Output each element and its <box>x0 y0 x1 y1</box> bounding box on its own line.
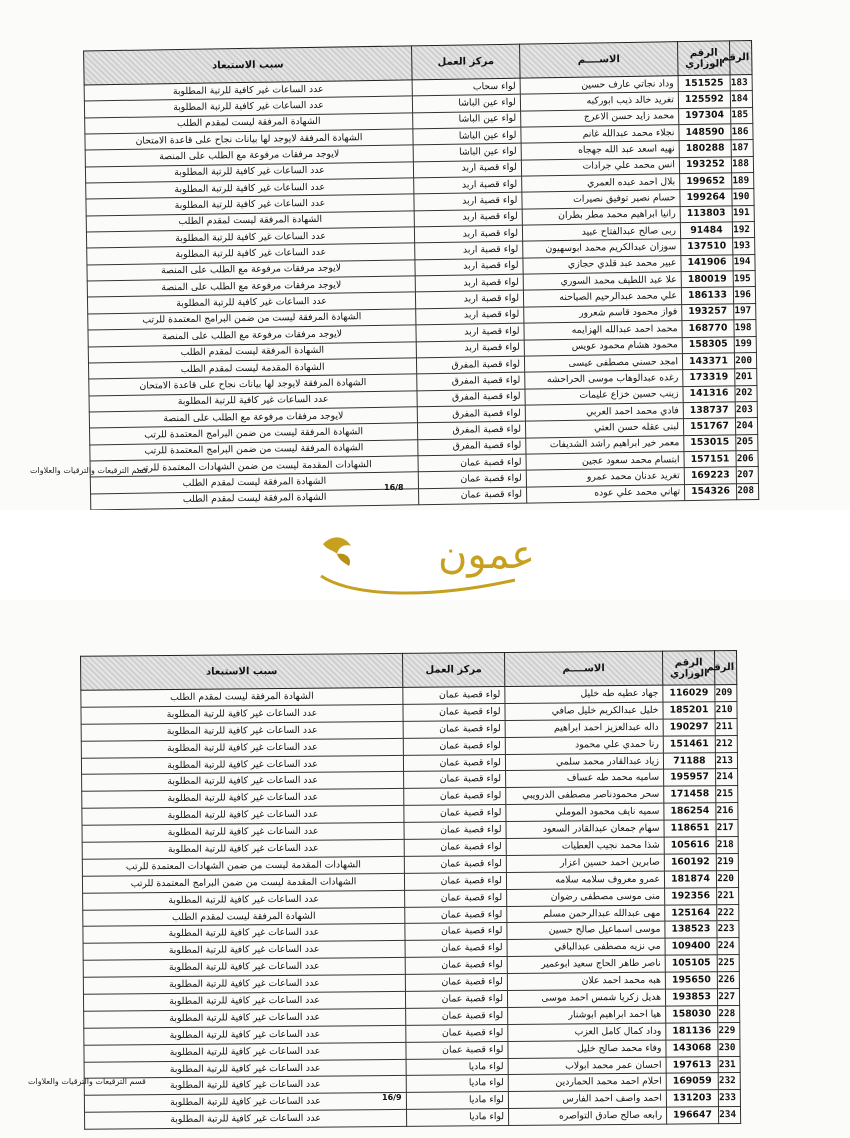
row-ministry-number: 169059 <box>666 1073 718 1090</box>
row-name: صابرين احمد حسين اعزار <box>506 854 664 872</box>
row-name: موسى اسماعيل صالح حسين <box>507 922 665 940</box>
row-ministry-number: 151461 <box>663 735 715 752</box>
row-seq-number: 229 <box>718 1022 740 1039</box>
row-name: نهيه اسعد عبد الله جهجاه <box>521 141 679 160</box>
row-ministry-number: 169223 <box>684 467 736 484</box>
table-body <box>81 685 741 1130</box>
row-name: عبير محمد عبد قلدي حجازي <box>523 255 681 274</box>
row-exclusion-reason: عدد الساعات غير كافية للرتبة المطلوبة <box>81 755 403 775</box>
row-ministry-number: 192356 <box>665 887 717 904</box>
row-exclusion-reason: عدد الساعات غير كافية للرتبة المطلوبة <box>86 178 414 199</box>
row-ministry-number: 196647 <box>666 1107 718 1124</box>
row-seq-number: 202 <box>735 385 757 402</box>
row-ministry-number: 158030 <box>666 1006 718 1023</box>
row-seq-number: 199 <box>734 336 756 353</box>
document-page-16-9 <box>0 600 850 1138</box>
row-name: علا عبد اللطيف محمد السوري <box>523 272 681 291</box>
header-name: الاســــم <box>520 42 679 78</box>
header-work-center: مركز العمل <box>412 44 521 80</box>
row-ministry-number: 197613 <box>666 1056 718 1073</box>
row-work-center: لواء قصبة اربد <box>414 225 522 243</box>
row-name: حسام نصير توفيق نصيرات <box>522 190 680 209</box>
row-name: ساميه محمد طه عساف <box>506 770 664 788</box>
row-ministry-number: 143371 <box>682 353 734 370</box>
row-ministry-number: 116029 <box>663 685 715 702</box>
footer-department: قسم الترقيعات والترقيات والعلاوات <box>30 466 148 475</box>
row-seq-number: 227 <box>717 989 739 1006</box>
row-exclusion-reason: الشهادة المرفقة ليست من ضمن البرامج المعتمدة للرتب <box>88 309 416 330</box>
row-exclusion-reason: الشهادة المرفقة ليست من ضمن البرامج المعتمدة للرتب <box>90 439 418 460</box>
row-exclusion-reason: عدد الساعات غير كافية للرتبة المطلوبة <box>81 738 403 758</box>
row-ministry-number: 181136 <box>666 1022 718 1039</box>
row-exclusion-reason: عدد الساعات غير كافية للرتبة المطلوبة <box>87 243 415 264</box>
row-exclusion-reason: الشهادات المقدمة ليست من ضمن الشهادات المعتمدة للرتب <box>90 456 418 477</box>
table-body <box>84 75 759 510</box>
row-name: امجد حسني مصطفى عيسى <box>524 353 682 372</box>
row-name: انس محمد علي جرادات <box>521 157 679 176</box>
row-exclusion-reason: لايوجد مرفقات مرفوعة مع الطلب على المنصة <box>87 260 415 281</box>
row-work-center: لواء قصبة المفرق <box>417 421 525 439</box>
row-ministry-number: 190297 <box>663 718 715 735</box>
row-name: وفاء محمد صالح خليل <box>508 1040 666 1058</box>
row-ministry-number: 173319 <box>683 369 735 386</box>
row-seq-number: 207 <box>736 467 758 484</box>
row-name: ربى صالح عبدالفتاح عبيد <box>522 223 680 242</box>
row-work-center: لواء قصبة اربد <box>415 274 523 292</box>
row-ministry-number: 158305 <box>682 336 734 353</box>
row-exclusion-reason: الشهادة المرفقة ليست لمقدم الطلب <box>88 341 416 362</box>
header-name: الاســــم <box>505 651 663 686</box>
row-ministry-number: 195957 <box>664 769 716 786</box>
row-work-center: لواء قصبة اربد <box>415 258 523 276</box>
row-name: محمود هشام محمود عويس <box>524 337 682 356</box>
row-ministry-number: 185201 <box>663 702 715 719</box>
row-exclusion-reason: عدد الساعات غير كافية للرتبة المطلوبة <box>86 194 414 215</box>
row-work-center: لواء قصبة عمان <box>403 687 505 705</box>
row-ministry-number: 143068 <box>666 1039 718 1056</box>
row-seq-number: 216 <box>716 803 738 820</box>
row-work-center: لواء ماديا <box>406 1109 508 1127</box>
row-name: وداد نجاتي عارف حسين <box>520 76 678 95</box>
row-seq-number: 195 <box>733 271 755 288</box>
row-work-center: لواء قصبة المفرق <box>418 438 526 456</box>
row-ministry-number: 195650 <box>665 972 717 989</box>
row-work-center: لواء ماديا <box>406 1075 508 1093</box>
row-work-center: لواء قصبة عمان <box>418 470 526 488</box>
row-exclusion-reason: عدد الساعات غير كافية للرتبة المطلوبة <box>83 958 405 978</box>
row-exclusion-reason: عدد الساعات غير كافية للرتبة المطلوبة <box>85 162 413 183</box>
row-name: سهام جمعان عبدالقادر السعود <box>506 820 664 838</box>
row-work-center: لواء قصبة عمان <box>405 974 507 992</box>
header-work-center: مركز العمل <box>403 653 505 688</box>
row-seq-number: 189 <box>732 173 754 190</box>
row-seq-number: 200 <box>734 352 756 369</box>
row-ministry-number: 153015 <box>684 434 736 451</box>
row-name: معمر خير ابراهيم راشد الشديفات <box>526 435 684 454</box>
row-exclusion-reason: عدد الساعات غير كافية للرتبة المطلوبة <box>84 80 412 101</box>
row-name: فواز محمود قاسم شعرور <box>524 304 682 323</box>
page-number: 16/8 <box>384 483 404 492</box>
row-work-center: لواء قصبة عمان <box>405 889 507 907</box>
row-ministry-number: 131203 <box>666 1090 718 1107</box>
row-ministry-number: 141906 <box>681 255 733 272</box>
excluded-teachers-table-page-2 <box>80 650 741 1130</box>
row-work-center: لواء قصبة عمان <box>405 906 507 924</box>
row-name: مهى عبدالله عبدالرحمن مسلم <box>507 905 665 923</box>
row-name: محمد احمد عبدالله الهزايمه <box>524 321 682 340</box>
row-work-center: لواء قصبة عمان <box>404 839 506 857</box>
row-work-center: لواء قصبة اربد <box>414 193 522 211</box>
row-seq-number: 198 <box>734 320 756 337</box>
row-work-center: لواء قصبة عمان <box>406 1041 508 1059</box>
row-ministry-number: 186254 <box>664 803 716 820</box>
row-work-center: لواء قصبة عمان <box>404 822 506 840</box>
row-exclusion-reason: عدد الساعات غير كافية للرتبة المطلوبة <box>84 1093 406 1113</box>
row-seq-number: 214 <box>716 769 738 786</box>
row-exclusion-reason: عدد الساعات غير كافية للرتبة المطلوبة <box>84 1042 406 1062</box>
row-exclusion-reason: لايوجد مرفقات مرفوعة مع الطلب على المنصة <box>88 325 416 346</box>
row-ministry-number: 105105 <box>665 955 717 972</box>
row-work-center: لواء قصبة المفرق <box>417 405 525 423</box>
row-ministry-number: 91484 <box>680 222 732 239</box>
row-exclusion-reason: عدد الساعات غير كافية للرتبة المطلوبة <box>84 1008 406 1028</box>
table-header-row <box>81 651 737 691</box>
row-ministry-number: 171458 <box>664 786 716 803</box>
header-exclusion-reason: سبب الاستبعاد <box>84 46 412 85</box>
watermark-word: عمون <box>437 532 535 578</box>
row-seq-number: 224 <box>717 938 739 955</box>
row-exclusion-reason: عدد الساعات غير كافية للرتبة المطلوبة <box>89 390 417 411</box>
row-exclusion-reason: عدد الساعات غير كافية للرتبة المطلوبة <box>84 1025 406 1045</box>
document-page-16-8 <box>0 0 850 510</box>
row-work-center: لواء قصبة عمان <box>404 855 506 873</box>
row-work-center: لواء قصبة عمان <box>405 991 507 1009</box>
row-ministry-number: 180288 <box>679 140 731 157</box>
row-work-center: لواء قصبة عمان <box>418 454 526 472</box>
row-seq-number: 197 <box>734 303 756 320</box>
row-exclusion-reason: الشهادة المرفقة ليست لمقدم الطلب <box>86 211 414 232</box>
row-ministry-number: 151525 <box>678 75 730 92</box>
row-exclusion-reason: عدد الساعات غير كافية للرتبة المطلوبة <box>83 924 405 944</box>
row-name: رانيا ابراهيم محمد مطر بطران <box>522 206 680 225</box>
footer-department: قسم الترقيعات والترقيات والعلاوات <box>28 1077 146 1086</box>
row-exclusion-reason: الشهادات المقدمة ليست من ضمن البرامج المعتمدة للرتب <box>82 873 404 893</box>
row-seq-number: 225 <box>717 955 739 972</box>
row-exclusion-reason: الشهادات المقدمة ليست من ضمن الشهادات المعتمدة للرتب <box>82 856 404 876</box>
row-name: احمد واصف احمد الفارس <box>508 1091 666 1109</box>
row-ministry-number: 113803 <box>680 206 732 223</box>
header-exclusion-reason: سبب الاستبعاد <box>81 653 403 690</box>
row-seq-number: 191 <box>732 205 754 222</box>
row-seq-number: 208 <box>736 483 758 500</box>
row-name: نجلاء محمد عبدالله غانم <box>521 125 679 144</box>
row-ministry-number: 199652 <box>680 173 732 190</box>
row-seq-number: 233 <box>718 1090 740 1107</box>
row-ministry-number: 138523 <box>665 921 717 938</box>
row-exclusion-reason: الشهادة المرفقة ليست لمقدم الطلب <box>81 687 403 707</box>
row-ministry-number: 186133 <box>681 287 733 304</box>
row-work-center: لواء قصبة عمان <box>403 703 505 721</box>
row-work-center: لواء عين الباشا <box>413 127 521 145</box>
row-exclusion-reason: عدد الساعات غير كافية للرتبة المطلوبة <box>86 227 414 248</box>
row-work-center: لواء قصبة عمان <box>403 737 505 755</box>
row-seq-number: 215 <box>716 786 738 803</box>
row-seq-number: 206 <box>736 450 758 467</box>
row-work-center: لواء قصبة عمان <box>405 957 507 975</box>
row-seq-number: 190 <box>732 189 754 206</box>
row-name: ناصر طاهر الحاج سعيد ابوعمير <box>507 955 665 973</box>
row-seq-number: 203 <box>735 401 757 418</box>
row-seq-number: 219 <box>716 853 738 870</box>
row-work-center: لواء قصبة عمان <box>404 872 506 890</box>
row-ministry-number: 168770 <box>682 320 734 337</box>
row-work-center: لواء قصبة عمان <box>406 1024 508 1042</box>
row-name: لبنى عقله حسن العتي <box>525 419 683 438</box>
row-exclusion-reason: عدد الساعات غير كافية للرتبة المطلوبة <box>82 806 404 826</box>
row-exclusion-reason: عدد الساعات غير كافية للرتبة المطلوبة <box>83 941 405 961</box>
row-ministry-number: 138737 <box>683 402 735 419</box>
row-name: محمد زايد حسن الاعرج <box>521 108 679 127</box>
row-seq-number: 185 <box>731 107 753 124</box>
row-name: رابعه صالح صادق التواصره <box>508 1107 666 1125</box>
row-work-center: لواء قصبة عمان <box>405 940 507 958</box>
row-seq-number: 234 <box>718 1107 740 1124</box>
row-ministry-number: 193257 <box>682 304 734 321</box>
row-name: تهاني محمد علي عوده <box>526 484 684 503</box>
row-seq-number: 187 <box>731 140 753 157</box>
excluded-teachers-table-page-1 <box>83 40 759 510</box>
row-name: احسان عمر محمد ابولاب <box>508 1057 666 1075</box>
row-name: داله عبدالعزيز احمد ابراهيم <box>505 719 663 737</box>
row-exclusion-reason: عدد الساعات غير كافية للرتبة المطلوبة <box>84 1076 406 1096</box>
row-work-center: لواء قصبة المفرق <box>416 356 524 374</box>
row-exclusion-reason: عدد الساعات غير كافية للرتبة المطلوبة <box>83 991 405 1011</box>
row-ministry-number: 193252 <box>679 157 731 174</box>
row-work-center: لواء قصبة اربد <box>414 176 522 194</box>
row-name: خليل عبدالكريم خليل صافي <box>505 702 663 720</box>
row-name: هديل زكريا شمس احمد موسى <box>507 989 665 1007</box>
row-seq-number: 188 <box>731 156 753 173</box>
row-name: سحر محمودناصر مصطفى الدرويبي <box>506 786 664 804</box>
row-exclusion-reason: لايوجد مرفقات مرفوعة مع الطلب على المنصة <box>85 145 413 166</box>
row-ministry-number: 118651 <box>664 820 716 837</box>
row-seq-number: 183 <box>730 75 752 92</box>
row-exclusion-reason: لايوجد مرفقات مرفوعة مع الطلب على المنصة <box>87 276 415 297</box>
row-name: رنا حمدي علي محمود <box>505 736 663 754</box>
row-ministry-number: 141316 <box>683 385 735 402</box>
row-exclusion-reason: عدد الساعات غير كافية للرتبة المطلوبة <box>81 721 403 741</box>
row-work-center: لواء قصبة اربد <box>414 209 522 227</box>
row-name: تغريد عدنان محمد عمرو <box>526 468 684 487</box>
row-work-center: لواء قصبة المفرق <box>417 372 525 390</box>
row-exclusion-reason: الشهادة المرفقة ليست لمقدم الطلب <box>90 472 418 493</box>
row-work-center: لواء عين الباشا <box>413 144 521 162</box>
row-name: فادي محمد احمد العربي <box>525 403 683 422</box>
ammon-watermark-logo <box>315 532 535 604</box>
row-seq-number: 228 <box>718 1005 740 1022</box>
row-ministry-number: 197304 <box>679 108 731 125</box>
row-ministry-number: 71188 <box>663 752 715 769</box>
row-work-center: لواء قصبة عمان <box>419 487 527 505</box>
row-exclusion-reason: عدد الساعات غير كافية للرتبة المطلوبة <box>87 292 415 313</box>
row-work-center: لواء قصبة اربد <box>413 160 521 178</box>
row-work-center: لواء قصبة عمان <box>406 1007 508 1025</box>
row-name: رغده عبدالوهاب موسى الحراحشه <box>525 370 683 389</box>
row-seq-number: 210 <box>715 701 737 718</box>
row-exclusion-reason: عدد الساعات غير كافية للرتبة المطلوبة <box>82 839 404 859</box>
row-seq-number: 204 <box>735 418 757 435</box>
row-exclusion-reason: عدد الساعات غير كافية للرتبة المطلوبة <box>81 704 403 724</box>
row-name: هبه محمد احمد علان <box>507 972 665 990</box>
row-ministry-number: 148590 <box>679 124 731 141</box>
header-ministry-number: الرقم الوزاري <box>678 41 731 76</box>
row-name: علي محمد عبدالرحيم الصياحنه <box>523 288 681 307</box>
row-exclusion-reason: عدد الساعات غير كافية للرتبة المطلوبة <box>83 975 405 995</box>
row-work-center: لواء قصبة المفرق <box>417 389 525 407</box>
row-seq-number: 226 <box>717 972 739 989</box>
row-work-center: لواء سحاب <box>412 78 520 96</box>
row-work-center: لواء قصبة عمان <box>405 923 507 941</box>
row-seq-number: 231 <box>718 1056 740 1073</box>
row-seq-number: 223 <box>717 921 739 938</box>
row-ministry-number: 157151 <box>684 451 736 468</box>
row-name: جهاد عطيه طه خليل <box>505 685 663 703</box>
row-work-center: لواء قصبة عمان <box>403 754 505 772</box>
row-exclusion-reason: الشهادة المرفقة ليست من ضمن البرامج المعتمدة للرتب <box>90 423 418 444</box>
row-exclusion-reason: لايوجد مرفقات مرفوعة مع الطلب على المنصة <box>89 407 417 428</box>
row-seq-number: 184 <box>730 91 752 108</box>
row-ministry-number: 180019 <box>681 271 733 288</box>
row-name: احلام احمد محمد الحماردين <box>508 1074 666 1092</box>
row-exclusion-reason: الشهادة المرفقة لايوجد لها بيانات نجاح على قاعدة الامتحان <box>85 129 413 150</box>
row-work-center: لواء قصبة عمان <box>403 720 505 738</box>
row-exclusion-reason: الشهادة المرفقة ليست لمقدم الطلب <box>91 488 419 509</box>
row-seq-number: 192 <box>732 222 754 239</box>
row-seq-number: 201 <box>735 369 757 386</box>
row-name: وداد كمال كامل العزب <box>508 1023 666 1041</box>
row-name: منى موسى مصطفى رضوان <box>507 888 665 906</box>
row-seq-number: 186 <box>731 124 753 141</box>
row-work-center: لواء ماديا <box>406 1092 508 1110</box>
row-work-center: لواء ماديا <box>406 1058 508 1076</box>
row-exclusion-reason: عدد الساعات غير كافية للرتبة المطلوبة <box>84 96 412 117</box>
row-seq-number: 218 <box>716 837 738 854</box>
row-name: شذا محمد نجيب العطيات <box>506 837 664 855</box>
row-seq-number: 220 <box>716 870 738 887</box>
row-work-center: لواء عين الباشا <box>413 111 521 129</box>
row-name: زينب حسين خزاع عليمات <box>525 386 683 405</box>
row-name: زياد عبدالقادر محمد سلمي <box>505 753 663 771</box>
row-ministry-number: 181874 <box>664 870 716 887</box>
row-exclusion-reason: عدد الساعات غير كافية للرتبة المطلوبة <box>84 1059 406 1079</box>
row-name: مي نزيه مصطفى عبدالباقي <box>507 938 665 956</box>
row-work-center: لواء قصبة اربد <box>416 323 524 341</box>
row-work-center: لواء قصبة عمان <box>404 805 506 823</box>
row-name: ابتسام محمد سعود عجين <box>526 452 684 471</box>
row-ministry-number: 125592 <box>678 91 730 108</box>
row-exclusion-reason: الشهادة المرفقة لايوجد لها بيانات نجاح على قاعدة الامتحان <box>89 374 417 395</box>
row-seq-number: 212 <box>715 735 737 752</box>
row-name: هيا احمد ابراهيم ابوشنار <box>508 1006 666 1024</box>
row-work-center: لواء قصبة عمان <box>404 788 506 806</box>
row-seq-number: 205 <box>736 434 758 451</box>
row-ministry-number: 125164 <box>665 904 717 921</box>
row-name: سوزان عبدالكريم محمد ابوسهيون <box>523 239 681 258</box>
row-seq-number: 232 <box>718 1073 740 1090</box>
row-name: عمرو معروف سلامه سلامه <box>506 871 664 889</box>
row-exclusion-reason: الشهادة المرفقة ليست لمقدم الطلب <box>85 113 413 134</box>
row-exclusion-reason: الشهادة المرفقة ليست لمقدم الطلب <box>83 907 405 927</box>
row-ministry-number: 109400 <box>665 938 717 955</box>
row-exclusion-reason: عدد الساعات غير كافية للرتبة المطلوبة <box>85 1110 407 1130</box>
row-ministry-number: 160192 <box>664 854 716 871</box>
row-exclusion-reason: عدد الساعات غير كافية للرتبة المطلوبة <box>82 823 404 843</box>
row-seq-number: 193 <box>733 238 755 255</box>
row-exclusion-reason: عدد الساعات غير كافية للرتبة المطلوبة <box>82 772 404 792</box>
row-exclusion-reason: عدد الساعات غير كافية للرتبة المطلوبة <box>83 890 405 910</box>
row-ministry-number: 105616 <box>664 837 716 854</box>
row-seq-number: 196 <box>733 287 755 304</box>
row-name: بلال احمد عبده العمري <box>522 174 680 193</box>
row-ministry-number: 151767 <box>683 418 735 435</box>
row-name: سميه نايف محمود الموملي <box>506 803 664 821</box>
row-exclusion-reason: الشهادة المقدمة ليست لمقدم الطلب <box>88 358 416 379</box>
row-seq-number: 194 <box>733 254 755 271</box>
row-work-center: لواء قصبة عمان <box>404 771 506 789</box>
row-seq-number: 230 <box>718 1039 740 1056</box>
row-work-center: لواء قصبة اربد <box>416 340 524 358</box>
header-ministry-number: الرقم الوزاري <box>663 651 715 685</box>
row-ministry-number: 137510 <box>681 238 733 255</box>
row-work-center: لواء قصبة اربد <box>415 291 523 309</box>
row-ministry-number: 193853 <box>665 989 717 1006</box>
row-seq-number: 222 <box>717 904 739 921</box>
header-seq: الرقم <box>730 41 753 75</box>
row-work-center: لواء قصبة اربد <box>415 242 523 260</box>
page-number: 16/9 <box>382 1093 402 1102</box>
row-work-center: لواء عين الباشا <box>412 94 520 112</box>
row-name: تغريد خالد ذيب ابوركبه <box>520 92 678 111</box>
row-seq-number: 211 <box>715 718 737 735</box>
row-seq-number: 213 <box>715 752 737 769</box>
row-work-center: لواء قصبة اربد <box>416 307 524 325</box>
row-seq-number: 217 <box>716 820 738 837</box>
header-seq: الرقم <box>715 651 737 685</box>
row-ministry-number: 154326 <box>684 483 736 500</box>
row-ministry-number: 199264 <box>680 189 732 206</box>
row-seq-number: 209 <box>715 685 737 702</box>
row-exclusion-reason: عدد الساعات غير كافية للرتبة المطلوبة <box>82 789 404 809</box>
row-seq-number: 221 <box>717 887 739 904</box>
